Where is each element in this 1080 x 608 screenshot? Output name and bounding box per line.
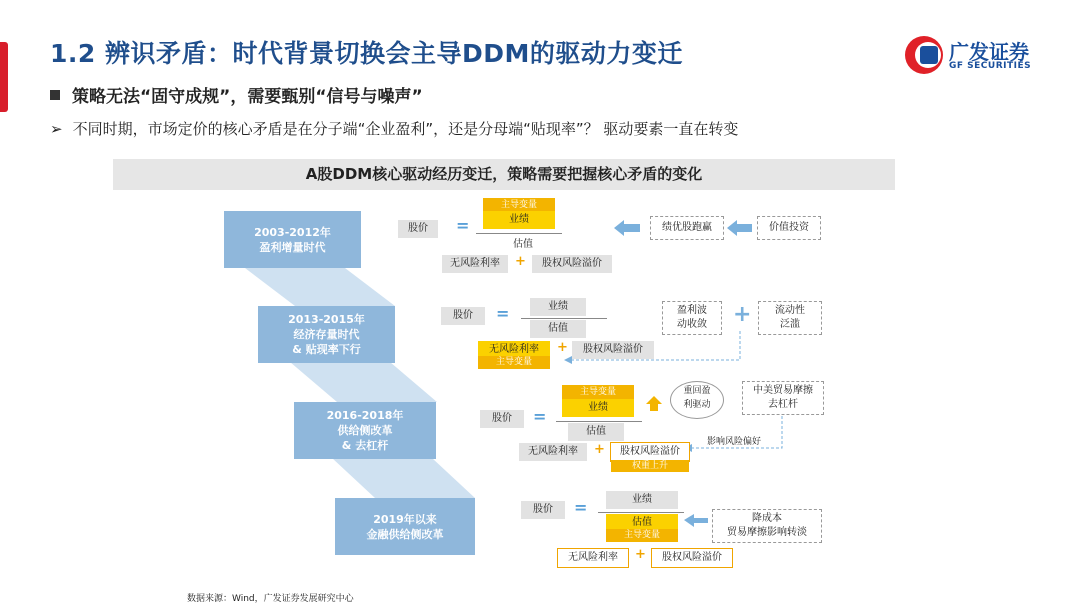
stage-2003-2012 bbox=[224, 211, 361, 268]
plus-sign: + bbox=[733, 302, 752, 327]
risk-appetite-note: 影响风险偏好 bbox=[707, 437, 762, 447]
price-box: 股价 bbox=[398, 220, 438, 238]
stage-description-2: & 贴现率下行 bbox=[292, 343, 361, 356]
trade-friction-note: 中美贸易摩擦 去杠杆 bbox=[742, 381, 824, 415]
main-variable-label: 主导变量 bbox=[483, 198, 555, 212]
stage-description: 金融供给侧改革 bbox=[366, 527, 444, 541]
fraction-line bbox=[521, 318, 607, 319]
stage-period: 2019年以来 bbox=[373, 512, 437, 526]
equals-sign: = bbox=[496, 304, 510, 323]
valuation-box: 估值 bbox=[606, 514, 678, 532]
earnings-box: 业绩 bbox=[606, 491, 678, 509]
earnings-box: 业绩 bbox=[483, 211, 555, 229]
value-investing-note: 价值投资 bbox=[757, 216, 821, 240]
earnings-box: 业绩 bbox=[530, 298, 586, 316]
stage-period: 2016-2018年 bbox=[326, 409, 404, 422]
logo-name: 广发证券 bbox=[949, 40, 1029, 64]
stage-period: 2013-2015年 bbox=[288, 313, 365, 326]
main-bullet-text: 策略无法“固守成规”，需要甄别“信号与噪声” bbox=[72, 87, 423, 107]
risk-free-rate-box: 无风险利率 bbox=[478, 341, 550, 359]
stage-2016-2018 bbox=[294, 402, 436, 459]
sub-bullet-text: 不同时期，市场定价的核心矛盾是在分子端“企业盈利”，还是分母端“贴现率”？ 驱动要素一直在转变 bbox=[72, 120, 739, 138]
stage-description-2: & 去杠杆 bbox=[341, 439, 389, 452]
risk-free-rate-box: 无风险利率 bbox=[557, 548, 629, 568]
main-variable-label: 主导变量 bbox=[562, 385, 634, 399]
risk-free-rate-box: 无风险利率 bbox=[519, 443, 587, 461]
risk-free-rate-box: 无风险利率 bbox=[442, 255, 508, 273]
price-box: 股价 bbox=[521, 501, 565, 519]
earnings-volatility-note: 盈利波 动收敛 bbox=[662, 301, 722, 335]
plus-sign: + bbox=[635, 547, 646, 562]
stage-period: 2003-2012年 bbox=[254, 225, 331, 239]
equals-sign: = bbox=[533, 407, 547, 426]
valuation-box: 估值 bbox=[530, 320, 586, 338]
arrow-bullet-icon: ➢ bbox=[50, 120, 63, 138]
fraction-line bbox=[556, 421, 642, 422]
equity-premium-box: 股权风险溢价 bbox=[610, 442, 690, 462]
plus-sign: + bbox=[594, 442, 605, 457]
earnings-box: 业绩 bbox=[562, 399, 634, 417]
fraction-line bbox=[476, 233, 562, 234]
fraction-line bbox=[598, 512, 684, 513]
outperform-note: 绩优股跑赢 bbox=[650, 216, 724, 240]
cost-reduction-note: 降成本 贸易摩擦影响转淡 bbox=[712, 509, 822, 543]
price-box: 股价 bbox=[441, 307, 485, 325]
main-variable-label: 主导变量 bbox=[478, 356, 550, 369]
page-title: 1.2 辨识矛盾：时代背景切换会主导DDM的驱动力变迁 bbox=[50, 39, 683, 68]
plus-sign: + bbox=[557, 340, 568, 355]
price-box: 股价 bbox=[480, 410, 524, 428]
equals-sign: = bbox=[574, 498, 588, 517]
data-source-note: 数据来源：Wind，广发证券发展研究中心 bbox=[187, 594, 354, 604]
diagram-banner: A股DDM核心驱动经历变迁，策略需要把握核心矛盾的变化 bbox=[113, 159, 895, 190]
stage-2013-2015 bbox=[258, 306, 395, 363]
equals-sign: = bbox=[456, 216, 470, 235]
logo-subtitle: GF SECURITIES bbox=[949, 61, 1032, 71]
valuation-box: 估值 bbox=[568, 423, 624, 441]
weight-up-label: 权重上升 bbox=[611, 460, 689, 472]
valuation-label: 估值 bbox=[513, 239, 533, 250]
stage-2019-onwards bbox=[335, 498, 475, 555]
earnings-driven-note: 重回盈 利驱动 bbox=[670, 381, 724, 419]
main-variable-label: 主导变量 bbox=[606, 529, 678, 542]
stage-description: 盈利增量时代 bbox=[259, 240, 326, 254]
plus-sign: + bbox=[515, 254, 526, 269]
equity-premium-box: 股权风险溢价 bbox=[572, 341, 654, 359]
stage-description: 供给侧改革 bbox=[337, 424, 393, 437]
equity-premium-box: 股权风险溢价 bbox=[532, 255, 612, 273]
equity-premium-box: 股权风险溢价 bbox=[651, 548, 733, 568]
liquidity-note: 流动性 泛滥 bbox=[758, 301, 822, 335]
stage-description: 经济存量时代 bbox=[293, 328, 360, 341]
